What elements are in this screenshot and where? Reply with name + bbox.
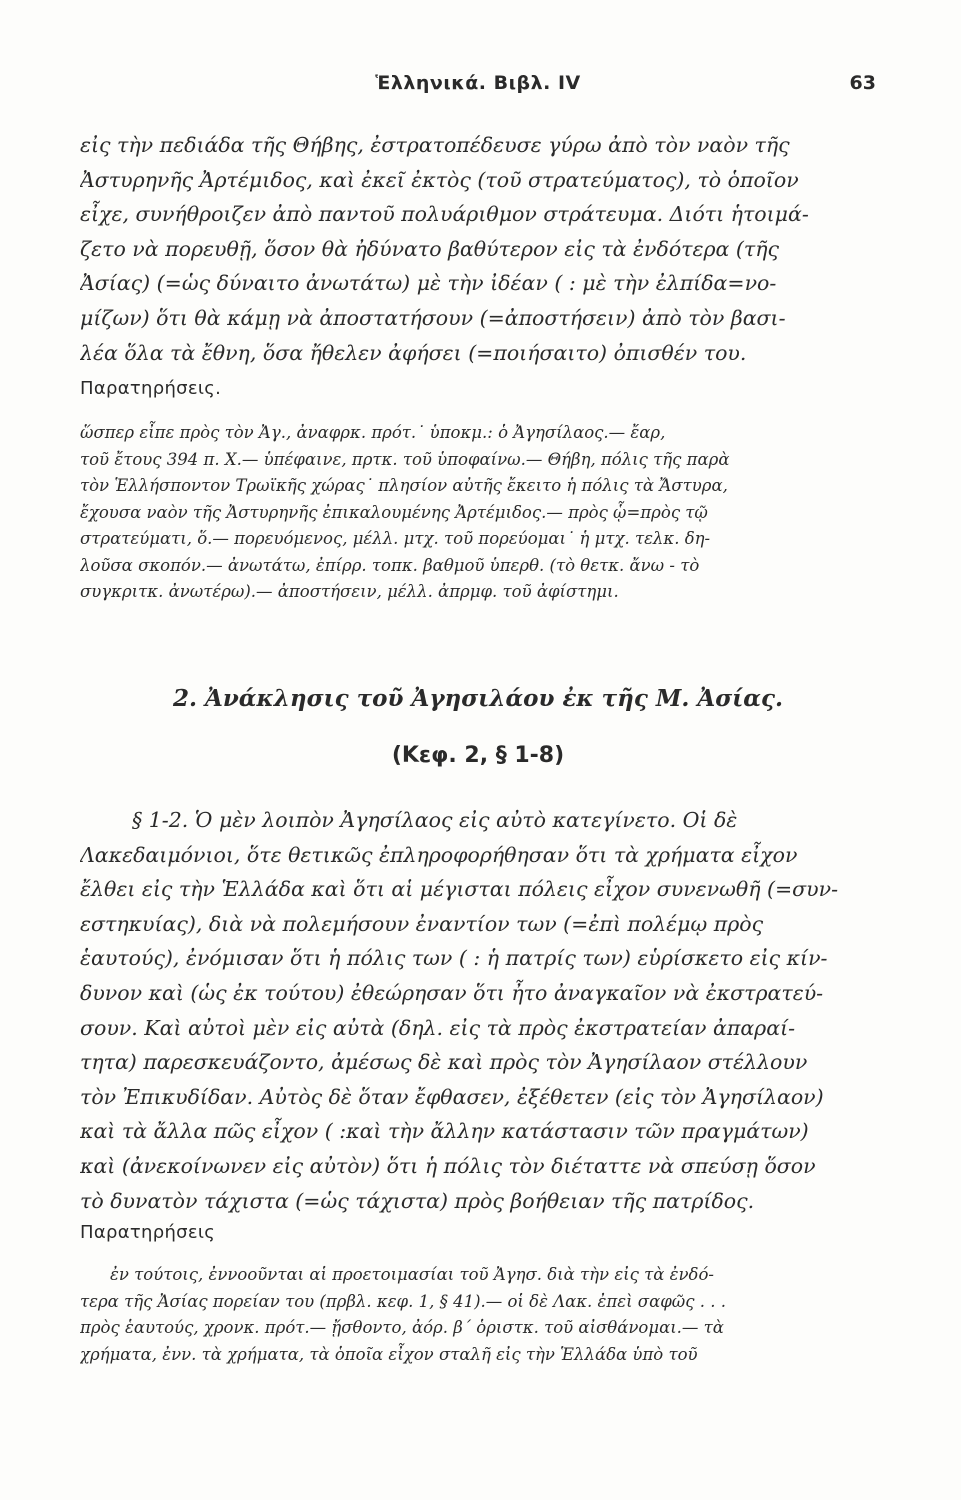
paragraph-2-line: ἑαυτούς), ἐνόμισαν ὅτι ἡ πόλις των ( : ἡ πατρίς των) εὑρίσκετο εἰς κίν- bbox=[80, 946, 828, 971]
notes-block-2 bbox=[80, 1262, 876, 1368]
notes-1-line: ὥσπερ εἶπε πρὸς τὸν Ἀγ., ἀναφρκ. πρότ.˙ ὑποκμ.: ὁ Ἀγησίλαος.— ἔαρ, bbox=[80, 423, 666, 442]
paragraph-1-line: Ἀστυρηνῆς Ἀρτέμιδος, καὶ ἐκεῖ ἐκτὸς (τοῦ στρατεύματος), τὸ ὁποῖον bbox=[80, 167, 799, 192]
paragraph-2-line: § 1-2. Ὁ μὲν λοιπὸν Ἀγησίλαος εἰς αὐτὸ κατεγίνετο. Οἱ δὲ bbox=[132, 808, 738, 832]
notes-1-line: λοῦσα σκοπόν.— ἀνωτάτω, ἐπίρρ. τοπκ. βαθμοῦ ὑπερθ. (τὸ θετκ. ἄνω - τὸ bbox=[80, 555, 700, 575]
notes-1-line: τοῦ ἔτους 394 π. Χ.— ὑπέφαινε, πρτκ. τοῦ ὑποφαίνω.— Θήβη, πόλις τῆς παρὰ bbox=[80, 449, 730, 469]
paragraph-2-line: δυνον καὶ (ὡς ἐκ τούτου) ἐθεώρησαν ὅτι ἦτο ἀναγκαῖον νὰ ἐκστρατεύ- bbox=[80, 980, 824, 1005]
notes-1-line: συγκριτκ. ἀνωτέρω).— ἀποστήσειν, μέλλ. ἀπρμφ. τοῦ ἀφίστημι. bbox=[80, 582, 619, 601]
running-head-title: Ἑλληνικά. Βιβλ. IV bbox=[375, 72, 581, 94]
paragraph-2-line: καὶ (ἀνεκοίνωνεν εἰς αὐτὸν) ὅτι ἡ πόλις τὸν διέταττε νὰ σπεύσῃ ὅσον bbox=[80, 1153, 816, 1178]
notes-1-line: ἔχουσα ναὸν τῆς Ἀστυρηνῆς ἐπικαλουμένης Ἀρτέμιδος.— πρὸς ᾧ=πρὸς τῷ bbox=[80, 502, 708, 522]
notes-block-1 bbox=[80, 420, 876, 606]
paragraph-1 bbox=[80, 128, 876, 370]
notes-2-line: χρήματα, ἐνν. τὰ χρήματα, τὰ ὁποῖα εἶχον σταλῆ εἰς τὴν Ἑλλάδα ὑπὸ τοῦ bbox=[80, 1344, 698, 1364]
section-title: 2. Ἀνάκλησις τοῦ Ἀγησιλάου ἐκ τῆς Μ. Ἀσίας. bbox=[172, 685, 784, 712]
paragraph-2-line: ἔλθει εἰς τὴν Ἑλλάδα καὶ ὅτι αἱ μέγισται πόλεις εἶχον συνενωθῆ (=συν- bbox=[80, 877, 839, 902]
notes-2-line: ἐν τούτοις, ἐννοοῦνται αἱ προετοιμασίαι τοῦ Ἀγησ. διὰ τὴν εἰς τὰ ἐνδό- bbox=[110, 1265, 714, 1284]
notes-heading-2: Παρατηρήσεις bbox=[80, 1222, 216, 1243]
paragraph-2-line: τητα) παρεσκευάζοντο, ἀμέσως δὲ καὶ πρὸς τὸν Ἀγησίλαον στέλλουν bbox=[80, 1050, 808, 1075]
paragraph-1-line: ζετο νὰ πορευθῇ, ὅσον θὰ ἠδύνατο βαθύτερον εἰς τὰ ἐνδότερα (τῆς bbox=[80, 236, 780, 261]
paragraph-2-line: καὶ τὰ ἄλλα πῶς εἶχον ( :καὶ τὴν ἄλλην κατάστασιν τῶν πραγμάτων) bbox=[80, 1119, 809, 1144]
notes-1-line: τὸν Ἑλλήσποντον Τρωϊκῆς χώρας˙ πλησίον αὐτῆς ἔκειτο ἡ πόλις τὰ Ἄστυρα, bbox=[80, 476, 728, 495]
paragraph-1-line: εἰς τὴν πεδιάδα τῆς Θήβης, ἐστρατοπέδευσε γύρω ἀπὸ τὸν ναὸν τῆς bbox=[80, 133, 790, 157]
paragraph-2-line: τὸ δυνατὸν τάχιστα (=ὡς τάχιστα) πρὸς βοήθειαν τῆς πατρίδος. bbox=[80, 1188, 755, 1213]
paragraph-2-line: Λακεδαιμόνιοι, ὅτε θετικῶς ἐπληροφορήθησαν ὅτι τὰ χρήματα εἶχον bbox=[80, 842, 798, 867]
notes-2-line: πρὸς ἑαυτούς, χρονκ. πρότ.— ᾔσθοντο, ἀόρ. β΄ ὁριστκ. τοῦ αἰσθάνομαι.— τὰ bbox=[80, 1318, 724, 1337]
paragraph-1-line: μίζων) ὅτι θὰ κάμῃ νὰ ἀποστατήσουν (=ἀποστήσειν) ἀπὸ τὸν βασι- bbox=[80, 305, 786, 330]
section-subtitle: (Κεφ. 2, § 1-8) bbox=[391, 743, 565, 768]
running-head bbox=[80, 72, 876, 108]
paragraph-1-line: εἶχε, συνήθροιζεν ἀπὸ παντοῦ πολυάριθμον στράτευμα. Διότι ἡτοιμά- bbox=[80, 202, 809, 227]
paragraph-2-line: σουν. Καὶ αὐτοὶ μὲν εἰς αὐτὰ (δηλ. εἰς τὰ πρὸς ἐκστρατείαν ἀπαραί- bbox=[80, 1015, 796, 1040]
notes-1-line: στρατεύματι, ὅ.— πορευόμενος, μέλλ. μτχ. τοῦ πορεύομαι˙ ἡ μτχ. τελκ. δη- bbox=[80, 529, 711, 548]
paragraph-1-line: λέα ὅλα τὰ ἔθνη, ὅσα ἤθελεν ἀφήσει (=ποιήσαιτο) ὀπισθέν του. bbox=[80, 340, 747, 365]
page-number: 63 bbox=[849, 72, 876, 94]
paragraph-2-line: τὸν Ἐπικυδίδαν. Αὐτὸς δὲ ὅταν ἔφθασεν, ἐξέθετεν (εἰς τὸν Ἀγησίλαον) bbox=[80, 1084, 824, 1109]
paragraph-2-line: εστηκυίας), διὰ νὰ πολεμήσουν ἐναντίον των (=ἐπὶ πολέμῳ πρὸς bbox=[80, 911, 764, 936]
paragraph-2 bbox=[80, 803, 876, 1218]
paragraph-1-line: Ἀσίας) (=ὡς δύναιτο ἀνωτάτω) μὲ τὴν ἰδέαν ( : μὲ τὴν ἐλπίδα=νο- bbox=[80, 271, 777, 296]
notes-heading-1: Παρατηρήσεις. bbox=[80, 378, 222, 399]
notes-2-line: τερα τῆς Ἀσίας πορείαν του (πρβλ. κεφ. 1, § 41).— οἱ δὲ Λακ. ἐπεὶ σαφῶς . . . bbox=[80, 1291, 726, 1311]
